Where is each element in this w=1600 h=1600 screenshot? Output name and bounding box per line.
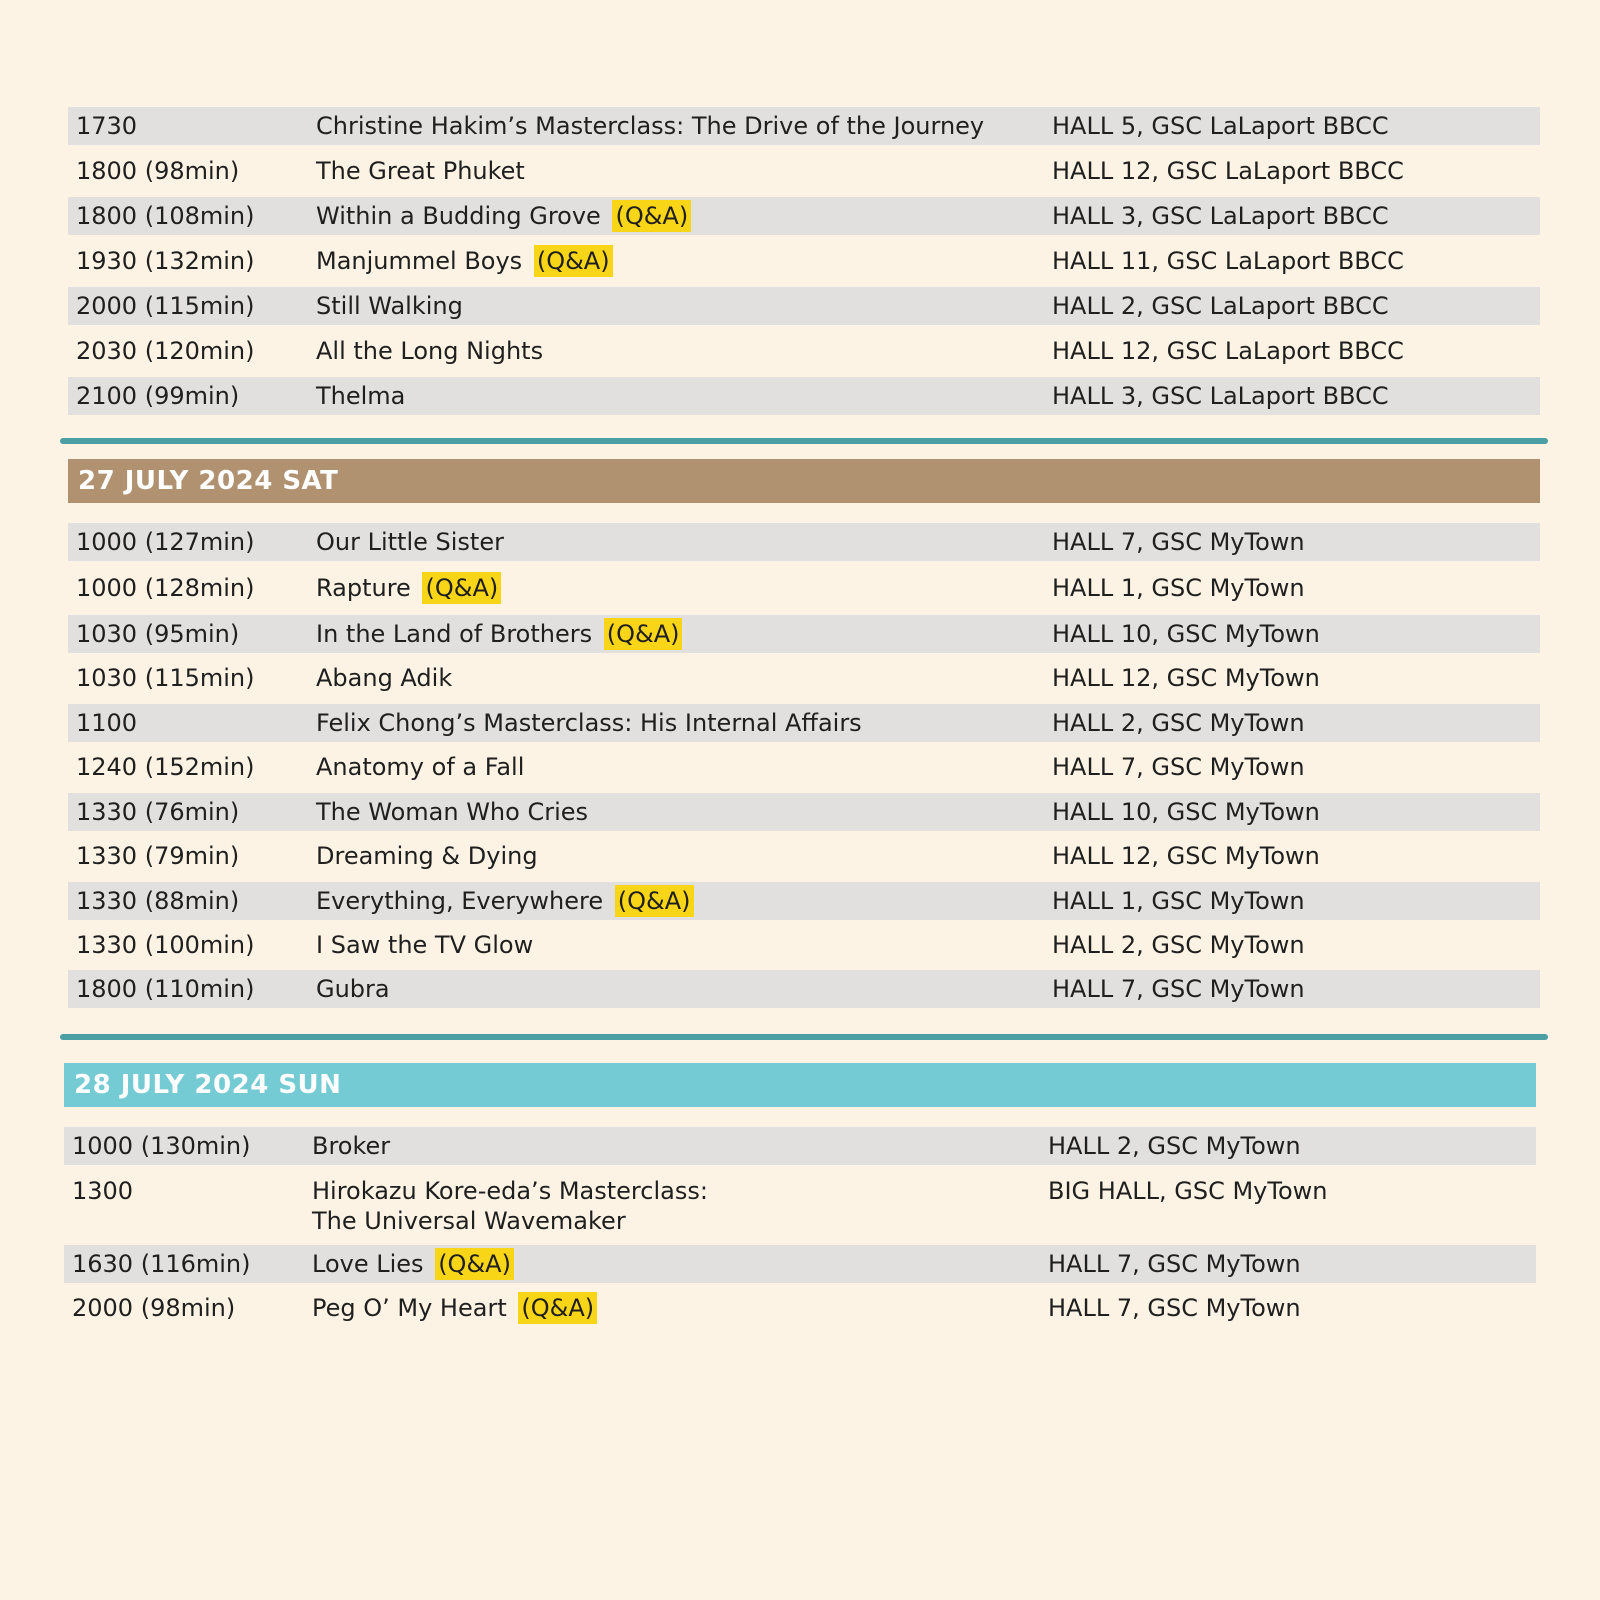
- time-cell: 1730: [76, 112, 138, 140]
- title-cell: [312, 1176, 708, 1236]
- film-title-line2: The Universal Wavemaker: [312, 1207, 626, 1235]
- title-cell: Abang Adik: [316, 664, 453, 692]
- venue-cell: BIG HALL, GSC MyTown: [1048, 1177, 1328, 1205]
- table-row: [68, 659, 1540, 697]
- table-row: [68, 615, 1540, 653]
- film-title: In the Land of Brothers: [316, 620, 593, 648]
- time-cell: 1100: [76, 709, 138, 737]
- table-row: [68, 287, 1540, 325]
- film-title: Within a Budding Grove: [316, 202, 601, 230]
- title-cell: Felix Chong’s Masterclass: His Internal Affairs: [316, 709, 862, 737]
- title-cell: All the Long Nights: [316, 337, 544, 365]
- title-cell: Gubra: [316, 975, 390, 1003]
- time-cell: 1800 (108min): [76, 202, 255, 230]
- time-cell: 1330 (76min): [76, 798, 240, 826]
- film-title: Love Lies: [312, 1250, 424, 1278]
- title-cell: [312, 1289, 597, 1327]
- table-row: [68, 197, 1540, 235]
- venue-cell: HALL 11, GSC LaLaport BBCC: [1052, 247, 1404, 275]
- table-row: [68, 793, 1540, 831]
- table-row: [64, 1245, 1536, 1283]
- venue-cell: HALL 3, GSC LaLaport BBCC: [1052, 202, 1389, 230]
- title-cell: [316, 615, 682, 653]
- time-cell: 1330 (100min): [76, 931, 255, 959]
- title-cell: [316, 197, 691, 235]
- title-cell: [312, 1245, 514, 1283]
- table-row: [68, 332, 1540, 370]
- qa-badge: (Q&A): [422, 572, 501, 604]
- time-cell: 1930 (132min): [76, 247, 255, 275]
- venue-cell: HALL 10, GSC MyTown: [1052, 620, 1320, 648]
- qa-badge: (Q&A): [435, 1248, 514, 1280]
- venue-cell: HALL 7, GSC MyTown: [1052, 975, 1305, 1003]
- time-cell: 2000 (115min): [76, 292, 255, 320]
- table-row: [68, 242, 1540, 280]
- day-header-sat: 27 JULY 2024 SAT: [68, 459, 1540, 503]
- title-cell: Anatomy of a Fall: [316, 753, 525, 781]
- table-row: [68, 377, 1540, 415]
- venue-cell: HALL 2, GSC MyTown: [1052, 709, 1305, 737]
- section-divider: [60, 1034, 1548, 1040]
- table-row: [64, 1289, 1536, 1327]
- table-row: [68, 704, 1540, 742]
- time-cell: 1000 (127min): [76, 528, 255, 556]
- venue-cell: HALL 5, GSC LaLaport BBCC: [1052, 112, 1389, 140]
- venue-cell: HALL 7, GSC MyTown: [1052, 528, 1305, 556]
- table-row: [68, 882, 1540, 920]
- venue-cell: HALL 1, GSC MyTown: [1052, 887, 1305, 915]
- table-row: [68, 107, 1540, 145]
- title-cell: Dreaming & Dying: [316, 842, 538, 870]
- section-divider: [60, 438, 1548, 444]
- venue-cell: HALL 7, GSC MyTown: [1048, 1294, 1301, 1322]
- title-cell: [316, 569, 501, 607]
- venue-cell: HALL 2, GSC MyTown: [1048, 1132, 1301, 1160]
- venue-cell: HALL 12, GSC MyTown: [1052, 842, 1320, 870]
- time-cell: 1630 (116min): [72, 1250, 251, 1278]
- title-cell: [316, 242, 613, 280]
- venue-cell: HALL 7, GSC MyTown: [1048, 1250, 1301, 1278]
- venue-cell: HALL 12, GSC LaLaport BBCC: [1052, 157, 1404, 185]
- title-cell: Thelma: [316, 382, 406, 410]
- table-row: [68, 523, 1540, 561]
- venue-cell: HALL 2, GSC LaLaport BBCC: [1052, 292, 1389, 320]
- qa-badge: (Q&A): [615, 885, 694, 917]
- venue-cell: HALL 10, GSC MyTown: [1052, 798, 1320, 826]
- film-title: Manjummel Boys: [316, 247, 523, 275]
- title-cell: Still Walking: [316, 292, 463, 320]
- time-cell: 2030 (120min): [76, 337, 255, 365]
- table-row: [64, 1127, 1536, 1165]
- film-title-line1: Hirokazu Kore-eda’s Masterclass:: [312, 1177, 708, 1205]
- qa-badge: (Q&A): [612, 200, 691, 232]
- time-cell: 1330 (88min): [76, 887, 240, 915]
- table-row: [68, 926, 1540, 964]
- time-cell: 1030 (115min): [76, 664, 255, 692]
- qa-badge: (Q&A): [518, 1292, 597, 1324]
- venue-cell: HALL 2, GSC MyTown: [1052, 931, 1305, 959]
- time-cell: 1300: [72, 1177, 134, 1205]
- time-cell: 1030 (95min): [76, 620, 240, 648]
- table-row: [68, 152, 1540, 190]
- table-row: [68, 569, 1540, 607]
- title-cell: Broker: [312, 1132, 391, 1160]
- table-row: [68, 970, 1540, 1008]
- qa-badge: (Q&A): [534, 245, 613, 277]
- time-cell: 1330 (79min): [76, 842, 240, 870]
- title-cell: [316, 882, 694, 920]
- film-title: Peg O’ My Heart: [312, 1294, 507, 1322]
- film-title: Rapture: [316, 574, 411, 602]
- time-cell: 1240 (152min): [76, 753, 255, 781]
- venue-cell: HALL 7, GSC MyTown: [1052, 753, 1305, 781]
- time-cell: 2100 (99min): [76, 382, 240, 410]
- film-title: Everything, Everywhere: [316, 887, 604, 915]
- qa-badge: (Q&A): [604, 618, 683, 650]
- time-cell: 1800 (98min): [76, 157, 240, 185]
- time-cell: 1800 (110min): [76, 975, 255, 1003]
- venue-cell: HALL 12, GSC LaLaport BBCC: [1052, 337, 1404, 365]
- table-row: [68, 837, 1540, 875]
- time-cell: 1000 (130min): [72, 1132, 251, 1160]
- table-row: [68, 748, 1540, 786]
- table-row: [64, 1172, 1536, 1238]
- time-cell: 2000 (98min): [72, 1294, 236, 1322]
- time-cell: 1000 (128min): [76, 574, 255, 602]
- venue-cell: HALL 1, GSC MyTown: [1052, 574, 1305, 602]
- title-cell: Our Little Sister: [316, 528, 504, 556]
- venue-cell: HALL 3, GSC LaLaport BBCC: [1052, 382, 1389, 410]
- title-cell: The Woman Who Cries: [316, 798, 589, 826]
- title-cell: The Great Phuket: [316, 157, 525, 185]
- title-cell: I Saw the TV Glow: [316, 931, 534, 959]
- venue-cell: HALL 12, GSC MyTown: [1052, 664, 1320, 692]
- title-cell: Christine Hakim’s Masterclass: The Drive of the Journey: [316, 112, 985, 140]
- day-header-sun: 28 JULY 2024 SUN: [64, 1063, 1536, 1107]
